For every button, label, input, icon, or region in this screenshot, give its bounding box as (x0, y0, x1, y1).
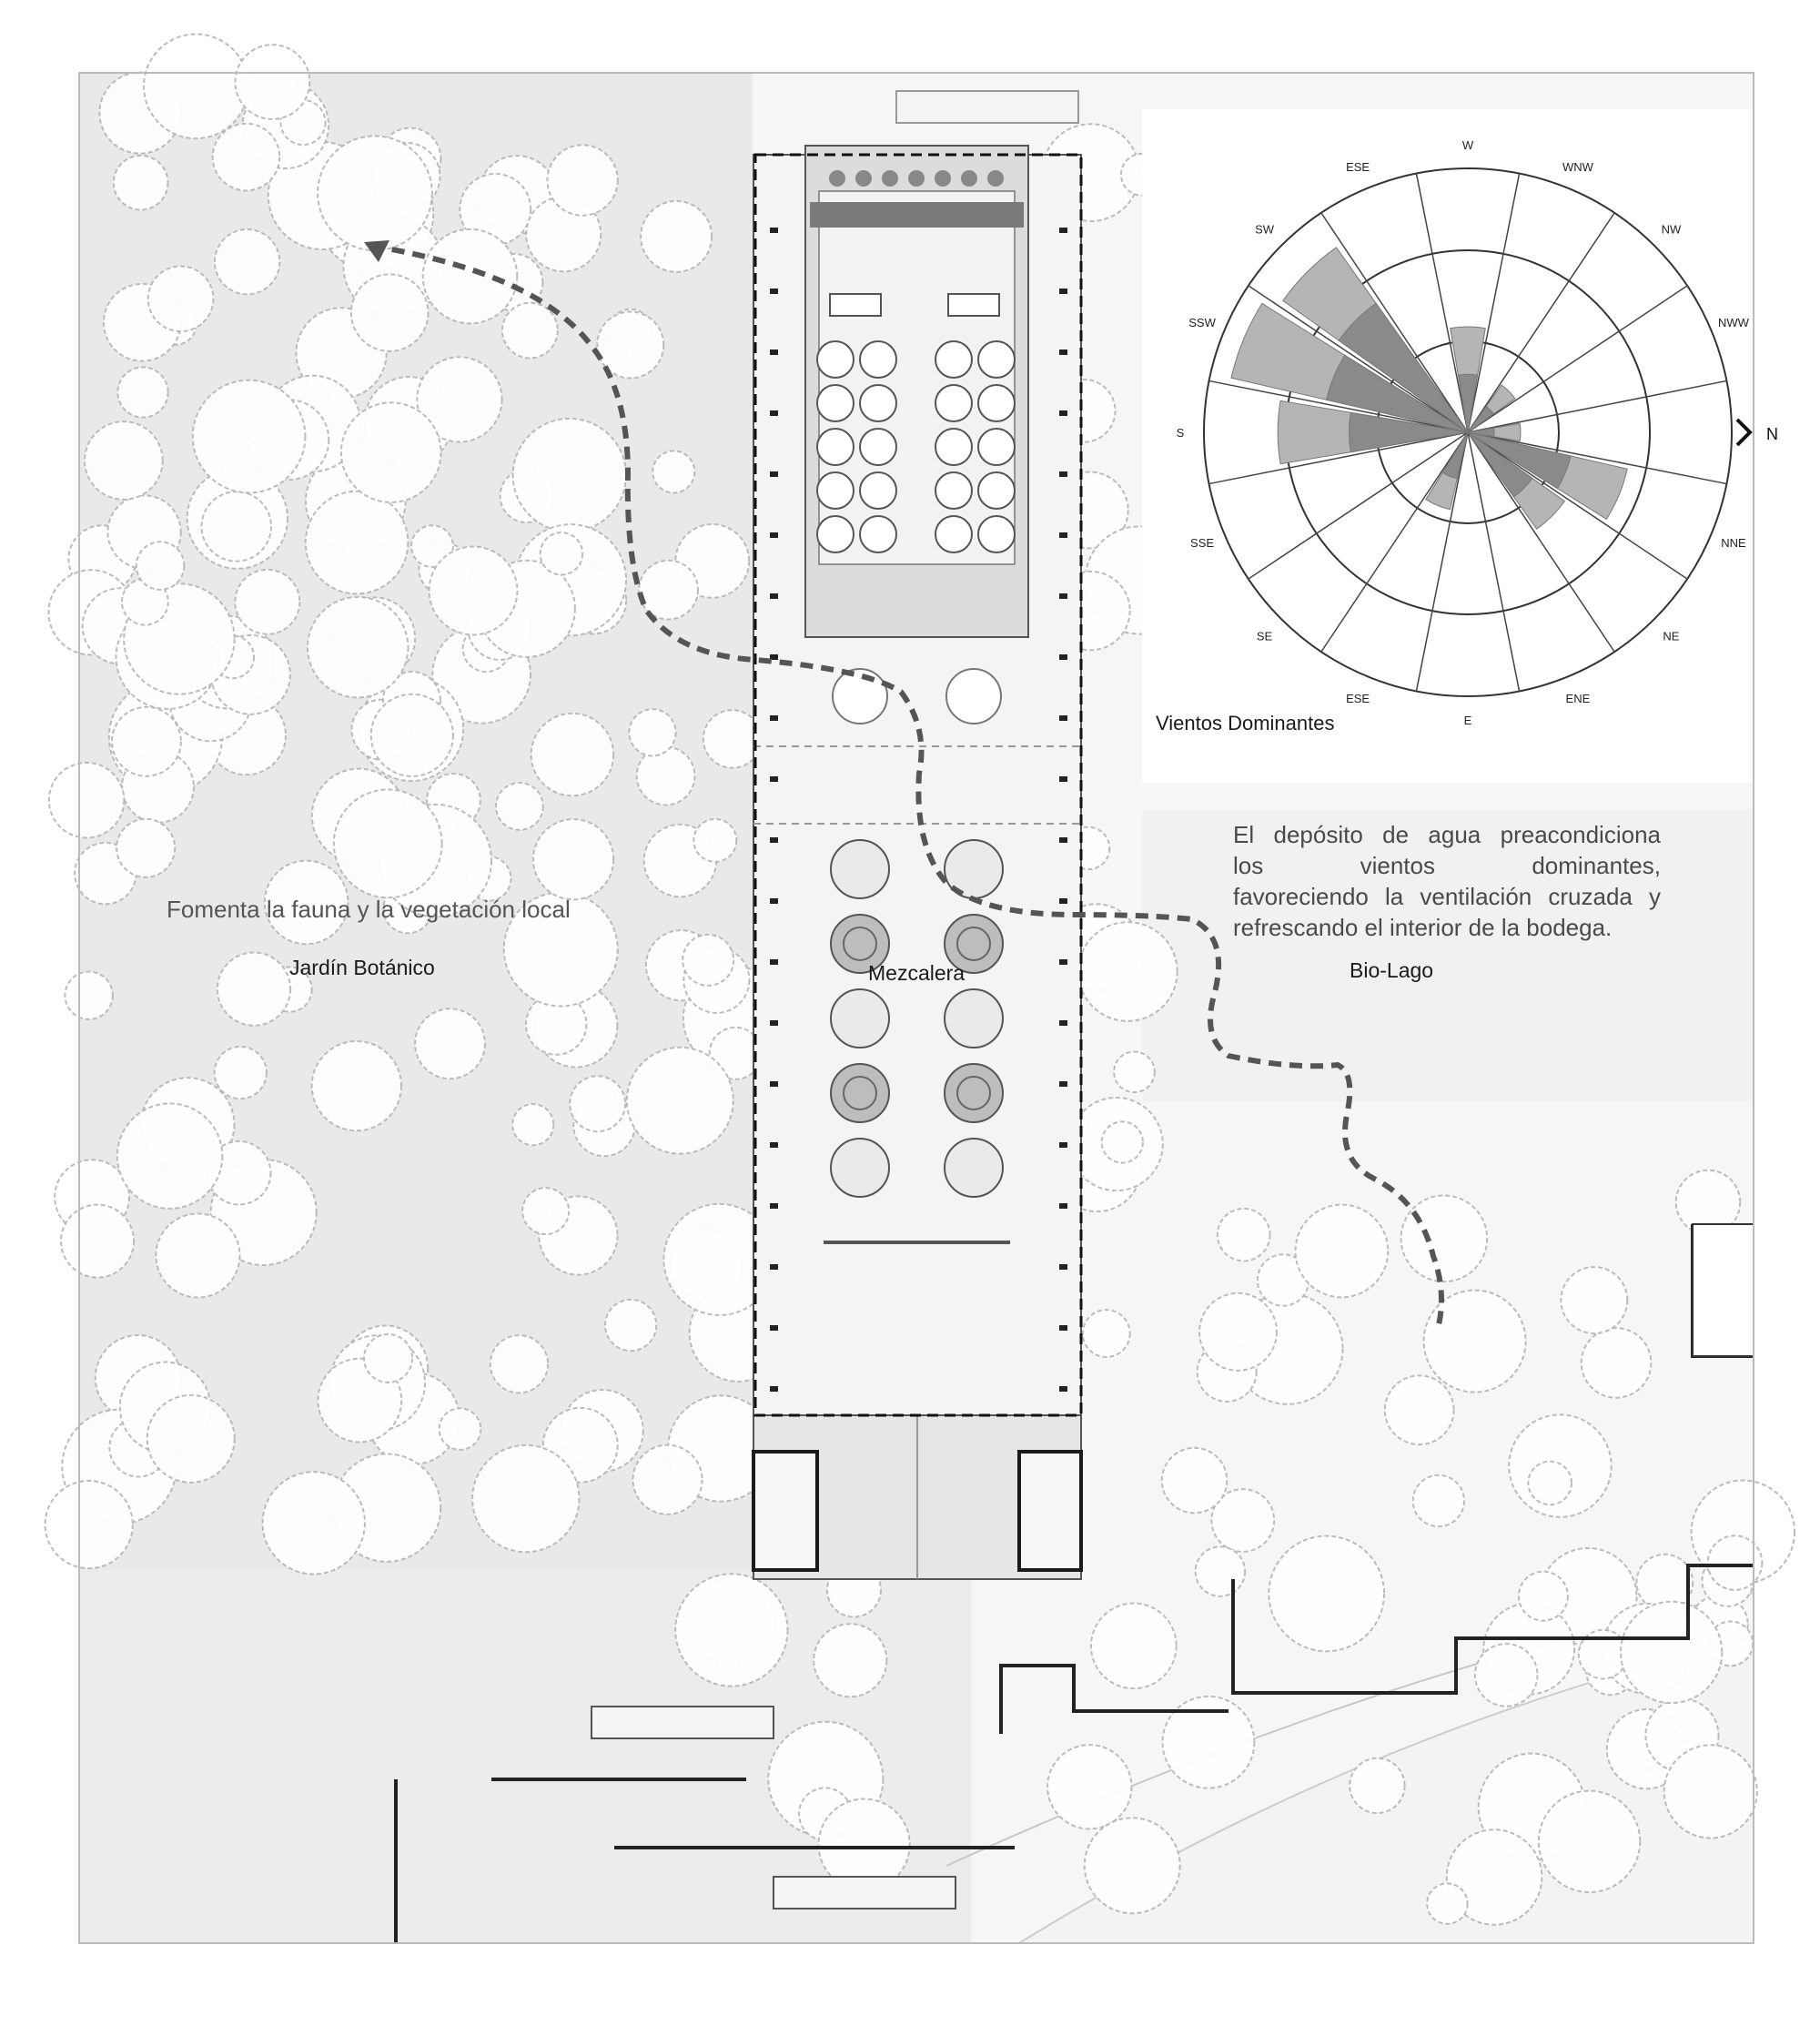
column-marker (770, 959, 778, 965)
wind-rose-title: Vientos Dominantes (1156, 712, 1335, 734)
water-tank-note (1233, 819, 1661, 943)
tree-canopy (531, 714, 613, 795)
still-unit (948, 294, 999, 316)
wind-rose (1142, 109, 1779, 783)
restroom-left (753, 1452, 817, 1570)
column-marker (1059, 532, 1067, 538)
tree-canopy (193, 380, 306, 493)
tree-canopy (1078, 922, 1178, 1021)
wind-direction-label: SE (1256, 629, 1273, 643)
column-marker (1059, 776, 1067, 782)
tree-canopy (235, 45, 309, 119)
fermentation-tank (978, 516, 1015, 552)
wind-direction-label: WNW (1562, 160, 1593, 175)
tree-canopy (430, 547, 518, 635)
tree-canopy (1269, 1536, 1384, 1652)
column-marker (770, 228, 778, 233)
tree-canopy (605, 1300, 656, 1351)
tree-canopy (61, 1205, 134, 1278)
column-marker (770, 1325, 778, 1331)
tree-canopy (547, 145, 617, 215)
tree-canopy (1199, 1293, 1277, 1371)
column-marker (1059, 1081, 1067, 1087)
tree-canopy (641, 201, 712, 272)
column-marker (770, 410, 778, 416)
column-marker (770, 1386, 778, 1392)
tree-canopy (1519, 1572, 1568, 1621)
tree-canopy (263, 1472, 365, 1574)
fermentation-tank (978, 385, 1015, 421)
fermentation-tank (817, 385, 854, 421)
storage-vat (945, 989, 1003, 1048)
north-label: N (1766, 425, 1778, 443)
wind-direction-label: E (1463, 714, 1472, 727)
storage-vat (831, 840, 889, 898)
tree-canopy (1582, 1328, 1652, 1398)
tree-canopy (1102, 1121, 1143, 1162)
column-marker (1059, 349, 1067, 355)
tree-canopy (1047, 1745, 1131, 1828)
tree-canopy (85, 421, 163, 500)
fermentation-tank (817, 429, 854, 465)
fermentation-tank (860, 341, 896, 378)
column-marker (1059, 593, 1067, 599)
tree-canopy (364, 1334, 412, 1383)
tree-canopy (1296, 1205, 1389, 1298)
wind-direction-label: ENE (1565, 691, 1591, 705)
tree-canopy (117, 367, 167, 417)
column-marker (1059, 837, 1067, 843)
still-head (829, 170, 845, 187)
tree-canopy (1091, 1604, 1177, 1689)
tree-canopy (1385, 1375, 1454, 1444)
column-marker (1059, 1142, 1067, 1148)
mezcalera-label: Mezcalera (868, 961, 966, 985)
tree-canopy (65, 972, 112, 1019)
tree-canopy (512, 1104, 553, 1145)
fermentation-tank (935, 472, 972, 509)
still-head (908, 170, 925, 187)
tree-canopy (112, 707, 181, 776)
storage-vat (831, 1064, 889, 1122)
column-marker (770, 532, 778, 538)
column-marker (770, 837, 778, 843)
fermentation-tank (935, 385, 972, 421)
storage-vat (831, 1139, 889, 1197)
fermentation-tank (860, 385, 896, 421)
tree-canopy (693, 819, 736, 862)
column-marker (1059, 1020, 1067, 1026)
water-deposit (946, 669, 1001, 724)
wind-direction-label: NNE (1721, 535, 1746, 550)
wind-direction-label: ESE (1346, 160, 1370, 175)
column-marker (770, 1142, 778, 1148)
tree-canopy (1218, 1209, 1270, 1261)
tree-canopy (637, 747, 695, 805)
water-deposit (833, 669, 887, 724)
wind-direction-label: ESE (1346, 691, 1370, 705)
tree-canopy (496, 783, 543, 830)
tree-canopy (235, 570, 299, 634)
column-marker (770, 593, 778, 599)
fermentation-tank (860, 516, 896, 552)
still-head (935, 170, 951, 187)
tree-canopy (1528, 1462, 1572, 1505)
still-head (987, 170, 1004, 187)
tree-canopy (202, 491, 271, 561)
column-marker (1059, 898, 1067, 904)
column-marker (770, 289, 778, 294)
tree-canopy (341, 402, 441, 502)
column-marker (770, 1081, 778, 1087)
botanical-note: Fomenta la fauna y la vegetación local (167, 896, 571, 923)
wind-direction-label: SW (1255, 222, 1275, 237)
tree-canopy (148, 266, 214, 331)
tree-canopy (312, 1041, 401, 1130)
tree-canopy (1475, 1644, 1538, 1707)
fermentation-tank (978, 472, 1015, 509)
still-row (810, 202, 1024, 228)
truck-north (896, 91, 1078, 123)
tree-canopy (215, 1047, 267, 1099)
tree-canopy (1427, 1883, 1467, 1923)
truck-top (592, 1707, 774, 1738)
tree-canopy (114, 156, 168, 210)
tree-canopy (472, 1445, 579, 1552)
tree-canopy (1114, 1051, 1155, 1092)
wind-direction-label: NW (1661, 222, 1682, 237)
tree-canopy (371, 694, 453, 776)
tree-canopy (351, 274, 429, 351)
tree-canopy (49, 763, 125, 838)
parking (1693, 1224, 1754, 1356)
tree-canopy (1413, 1475, 1464, 1526)
column-marker (1059, 654, 1067, 660)
tree-canopy (632, 1445, 702, 1514)
tree-canopy (415, 1008, 485, 1079)
tree-canopy (1664, 1745, 1757, 1838)
fermentation-tank (817, 516, 854, 552)
tree-canopy (117, 1103, 222, 1208)
column-marker (770, 715, 778, 721)
tree-canopy (814, 1624, 886, 1697)
storage-vat (945, 1064, 1003, 1122)
water-note-line-4: refrescando el interior de la bodega. (1233, 914, 1613, 941)
column-marker (1059, 959, 1067, 965)
column-marker (770, 776, 778, 782)
column-marker (1059, 1264, 1067, 1270)
tree-canopy (116, 819, 175, 877)
storage-vat (945, 1139, 1003, 1197)
wind-direction-label: W (1461, 138, 1474, 152)
wind-direction-label: SSE (1190, 535, 1215, 550)
fermentation-tank (817, 472, 854, 509)
tree-canopy (147, 1395, 235, 1483)
tree-canopy (423, 229, 518, 324)
botanical-garden-label: Jardín Botánico (289, 956, 435, 979)
tree-canopy (629, 709, 675, 755)
fermentation-tank (817, 341, 854, 378)
column-marker (1059, 228, 1067, 233)
tree-canopy (1162, 1448, 1228, 1514)
tree-canopy (627, 1048, 733, 1154)
still-unit (830, 294, 881, 316)
column-marker (1059, 1386, 1067, 1392)
tree-canopy (682, 935, 733, 986)
still-head (882, 170, 898, 187)
water-note-line-2: los vientos dominantes, (1233, 852, 1661, 879)
water-note-line-1: El depósito de agua preacondiciona (1233, 821, 1661, 848)
tree-canopy (1539, 1791, 1640, 1892)
tree-canopy (217, 953, 290, 1026)
tree-canopy (1085, 1818, 1180, 1913)
tree-canopy (440, 1408, 481, 1450)
column-marker (1059, 715, 1067, 721)
still-head (961, 170, 977, 187)
tree-canopy (1083, 1310, 1130, 1357)
tree-canopy (334, 789, 442, 897)
wind-direction-label: NWW (1717, 316, 1749, 330)
column-marker (770, 349, 778, 355)
column-marker (1059, 1325, 1067, 1331)
column-marker (1059, 410, 1067, 416)
tree-canopy (570, 1076, 625, 1131)
column-marker (770, 1203, 778, 1209)
tree-canopy (533, 819, 613, 899)
tree-canopy (513, 419, 626, 532)
tree-canopy (1621, 1602, 1722, 1703)
wind-direction-label: SSW (1188, 316, 1216, 330)
tree-canopy (306, 491, 409, 594)
column-marker (770, 1264, 778, 1270)
tree-canopy (541, 532, 582, 574)
tree-canopy (318, 136, 432, 250)
column-marker (770, 1020, 778, 1026)
tree-canopy (46, 1481, 133, 1568)
mezcalera-building (753, 146, 1081, 1579)
restroom-right (1019, 1452, 1081, 1570)
fermentation-tank (978, 341, 1015, 378)
tree-canopy (1401, 1195, 1488, 1281)
tree-canopy (215, 229, 279, 294)
tree-canopy (1196, 1546, 1245, 1595)
fermentation-tank (935, 429, 972, 465)
tree-canopy (1350, 1758, 1404, 1813)
tree-canopy (156, 1213, 239, 1297)
tree-canopy (213, 124, 280, 191)
column-marker (770, 898, 778, 904)
truck-bottom (774, 1877, 956, 1909)
bio-lago-label: Bio-Lago (1350, 958, 1434, 982)
tree-canopy (1561, 1267, 1627, 1333)
fermentation-tank (935, 516, 972, 552)
wind-direction-label: NE (1663, 629, 1680, 643)
fermentation-tank (935, 341, 972, 378)
column-marker (1059, 1203, 1067, 1209)
tree-canopy (490, 1335, 548, 1393)
tree-canopy (522, 1188, 569, 1234)
water-note-line-3: favoreciendo la ventilación cruzada y (1233, 883, 1661, 910)
tree-canopy (1424, 1291, 1526, 1393)
tree-canopy (675, 1574, 787, 1686)
tree-canopy (703, 710, 762, 768)
column-marker (770, 471, 778, 477)
storage-vat (831, 989, 889, 1048)
tree-canopy (308, 597, 408, 697)
tree-canopy (502, 303, 558, 359)
tree-canopy (136, 542, 185, 590)
fermentation-tank (860, 429, 896, 465)
column-marker (1059, 471, 1067, 477)
column-marker (1059, 289, 1067, 294)
wind-direction-label: S (1176, 426, 1185, 440)
tree-canopy (652, 451, 694, 492)
tree-canopy (639, 561, 698, 620)
fermentation-tank (860, 472, 896, 509)
tree-canopy (144, 34, 248, 138)
still-head (855, 170, 872, 187)
fermentation-tank (978, 429, 1015, 465)
